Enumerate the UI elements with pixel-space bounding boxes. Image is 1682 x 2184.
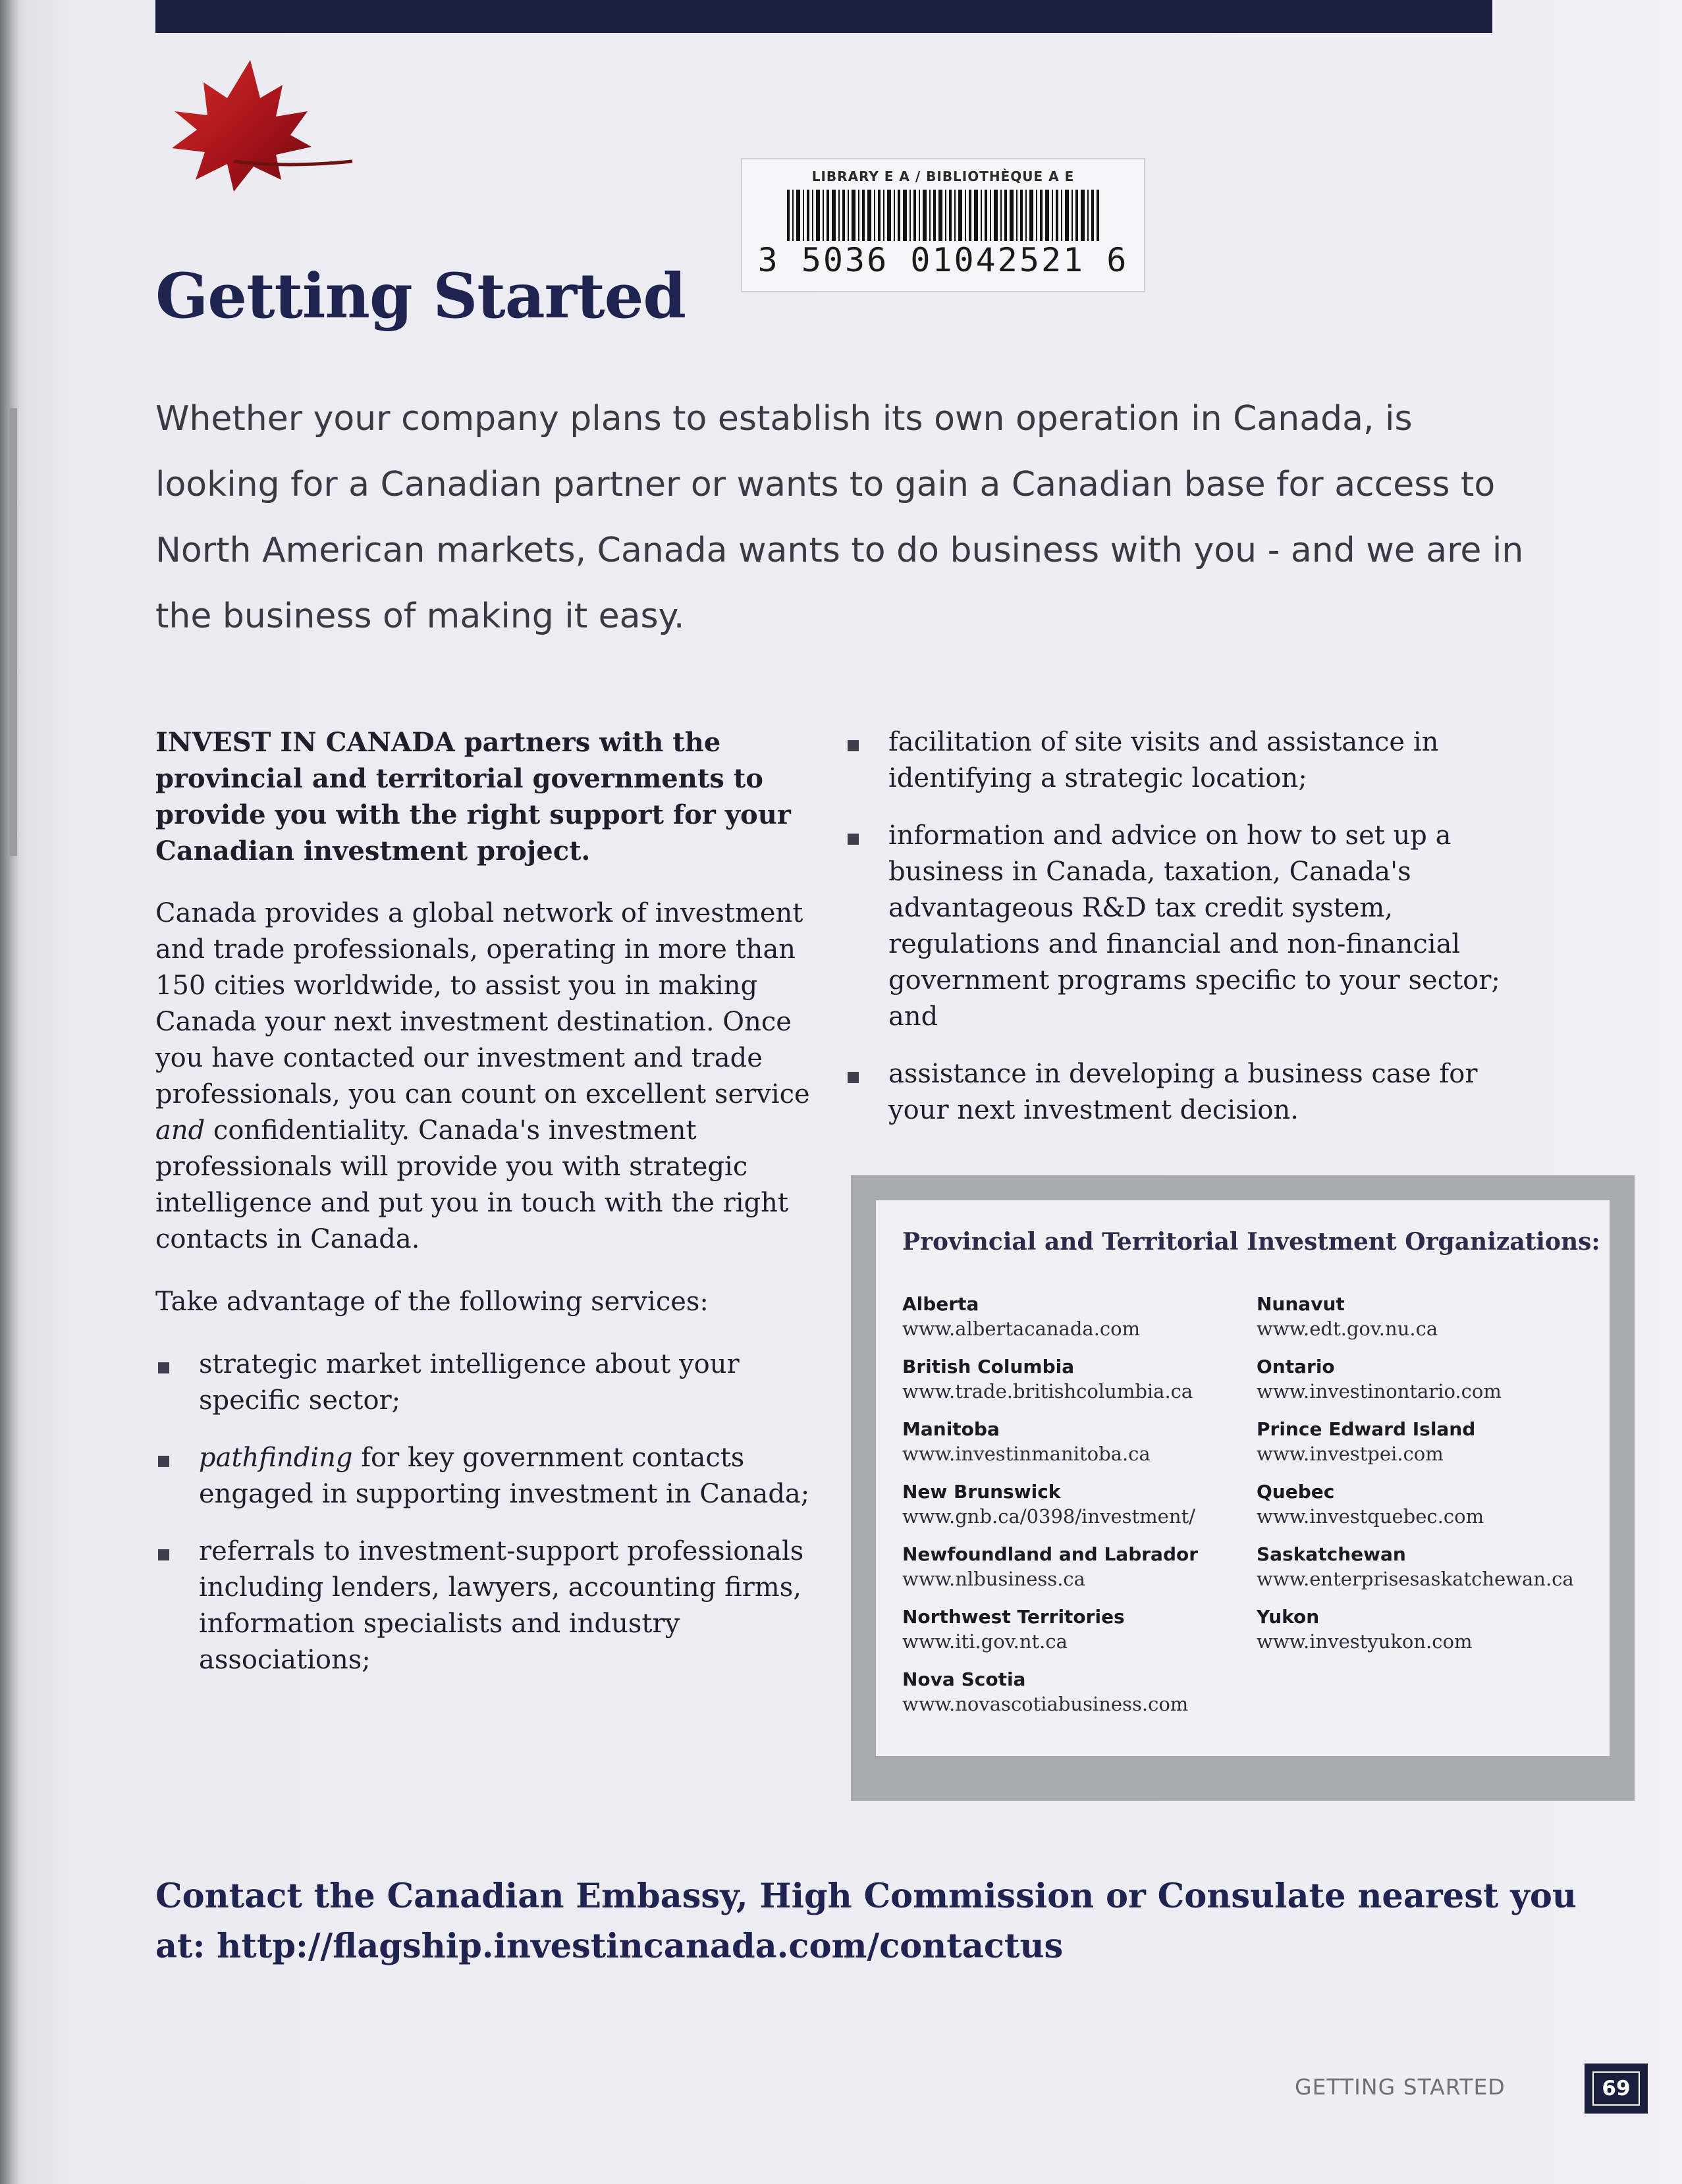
organizations-panel: [876, 1200, 1610, 1756]
square-bullet-icon: [158, 1549, 169, 1560]
org-url[interactable]: www.investinontario.com: [1257, 1380, 1502, 1402]
org-entry: [902, 1355, 1245, 1418]
spine-mark: [9, 408, 17, 856]
contact-statement: [155, 1871, 1604, 1971]
org-entry: [902, 1292, 1245, 1355]
org-name: Northwest Territories: [902, 1606, 1125, 1628]
list-item: [845, 818, 1504, 1035]
page-spine: [0, 0, 20, 2184]
square-bullet-icon: [848, 740, 859, 751]
barcode-number: 3 5036 01042521 6: [757, 241, 1129, 279]
bullet-text: information and advice on how to set up a business in Canada, taxation, Canada's advantageous R&D tax credit system, regulations and financial and non-financial government programs specific to your sector; and: [888, 820, 1500, 1032]
org-entry: [1257, 1605, 1599, 1668]
network-text-1: Canada provides a global network of investment and trade professionals, operating in more than 150 cities worldwide, to assist you in making Canada your next investment destination. Once you have contacted our investment and trade professionals, you can count on excellent service: [155, 898, 810, 1109]
org-entry: [902, 1605, 1245, 1668]
org-name: Alberta: [902, 1293, 979, 1315]
network-emphasis: and: [155, 1115, 205, 1146]
list-item: [845, 1056, 1504, 1129]
barcode-bars: [787, 190, 1099, 241]
org-url[interactable]: www.novascotiabusiness.com: [902, 1693, 1189, 1715]
network-paragraph: [155, 895, 821, 1258]
right-column: [845, 724, 1504, 1150]
org-name: British Columbia: [902, 1356, 1075, 1377]
bullet-text: strategic market intelligence about your specific sector;: [199, 1349, 740, 1416]
list-item: [845, 724, 1504, 797]
org-url[interactable]: www.investyukon.com: [1257, 1630, 1473, 1653]
org-entry: [1257, 1480, 1599, 1543]
org-entry: [902, 1668, 1245, 1730]
org-url[interactable]: www.investquebec.com: [1257, 1505, 1484, 1528]
bullet-text: for key government contacts engaged in supporting investment in Canada;: [199, 1443, 810, 1509]
square-bullet-icon: [158, 1456, 169, 1467]
org-name: Newfoundland and Labrador: [902, 1543, 1199, 1565]
organizations-right-column: [1257, 1292, 1599, 1668]
org-name: Yukon: [1257, 1606, 1320, 1628]
org-name: New Brunswick: [902, 1481, 1061, 1503]
org-name: Saskatchewan: [1257, 1543, 1406, 1565]
services-list-left: [155, 1346, 821, 1678]
intro-paragraph: Whether your company plans to establish its own operation in Canada, is looking for a Canadian partner or wants to gain a Canadian base for access to North American markets, Canada wants to do business with you - and we are in the business of making it easy.: [155, 399, 1524, 636]
org-url[interactable]: www.investpei.com: [1257, 1443, 1444, 1465]
footer-section-label: GETTING STARTED: [1295, 2074, 1506, 2100]
square-bullet-icon: [848, 834, 859, 845]
left-column: [155, 724, 821, 1699]
org-name: Prince Edward Island: [1257, 1418, 1476, 1440]
org-name: Manitoba: [902, 1418, 1000, 1440]
contact-line-1: Contact the Canadian Embassy, High Commission or Consulate nearest you: [155, 1877, 1577, 1916]
org-entry: [1257, 1355, 1599, 1418]
list-item: [155, 1346, 821, 1419]
org-entry: [902, 1418, 1245, 1480]
services-list-right: [845, 724, 1504, 1129]
org-url[interactable]: www.gnb.ca/0398/investment/: [902, 1505, 1195, 1528]
header-bar: [155, 0, 1492, 33]
services-intro: Take advantage of the following services:: [155, 1287, 709, 1317]
list-item: [155, 1533, 821, 1678]
org-name: Nunavut: [1257, 1293, 1345, 1315]
network-text-2: confidentiality. Canada's investment professionals will provide you with strategic intelligence and put you in touch with the right contacts in Canada.: [155, 1115, 788, 1254]
lead-paragraph: INVEST IN CANADA partners with the provincial and territorial governments to provide you with the right support for your Canadian investment project.: [155, 727, 791, 866]
org-name: Quebec: [1257, 1481, 1335, 1503]
org-url[interactable]: www.trade.britishcolumbia.ca: [902, 1380, 1193, 1402]
contact-link[interactable]: at: http://flagship.investincanada.com/contactus: [155, 1927, 1064, 1966]
org-url[interactable]: www.edt.gov.nu.ca: [1257, 1318, 1438, 1340]
page-number: 69: [1585, 2064, 1648, 2114]
list-item: [155, 1440, 821, 1512]
org-name: Nova Scotia: [902, 1668, 1026, 1690]
org-entry: [1257, 1418, 1599, 1480]
bullet-text: assistance in developing a business case for your next investment decision.: [888, 1059, 1478, 1125]
org-url[interactable]: www.enterprisesaskatchewan.ca: [1257, 1568, 1574, 1590]
bullet-emphasis: pathfinding: [199, 1443, 353, 1473]
org-url[interactable]: www.albertacanada.com: [902, 1318, 1141, 1340]
org-url[interactable]: www.iti.gov.nt.ca: [902, 1630, 1068, 1653]
square-bullet-icon: [848, 1072, 859, 1083]
org-entry: [1257, 1543, 1599, 1605]
org-entry: [1257, 1292, 1599, 1355]
library-barcode-label: [741, 158, 1145, 292]
bullet-text: referrals to investment-support professionals including lenders, lawyers, accounting firms, information specialists and industry associations;: [199, 1536, 804, 1675]
square-bullet-icon: [158, 1362, 169, 1373]
organizations-title: Provincial and Territorial Investment Organizations:: [902, 1228, 1600, 1256]
library-label-text: LIBRARY E A / BIBLIOTHÈQUE A E: [811, 169, 1075, 184]
org-name: Ontario: [1257, 1356, 1335, 1377]
organizations-left-column: [902, 1292, 1245, 1730]
bullet-text: facilitation of site visits and assistance in identifying a strategic location;: [888, 727, 1439, 793]
org-entry: [902, 1480, 1245, 1543]
org-url[interactable]: www.nlbusiness.ca: [902, 1568, 1085, 1590]
maple-leaf-icon: [135, 56, 359, 207]
page-title: Getting Started: [155, 260, 686, 333]
org-url[interactable]: www.investinmanitoba.ca: [902, 1443, 1151, 1465]
org-entry: [902, 1543, 1245, 1605]
investment-organizations-box: [851, 1175, 1635, 1801]
